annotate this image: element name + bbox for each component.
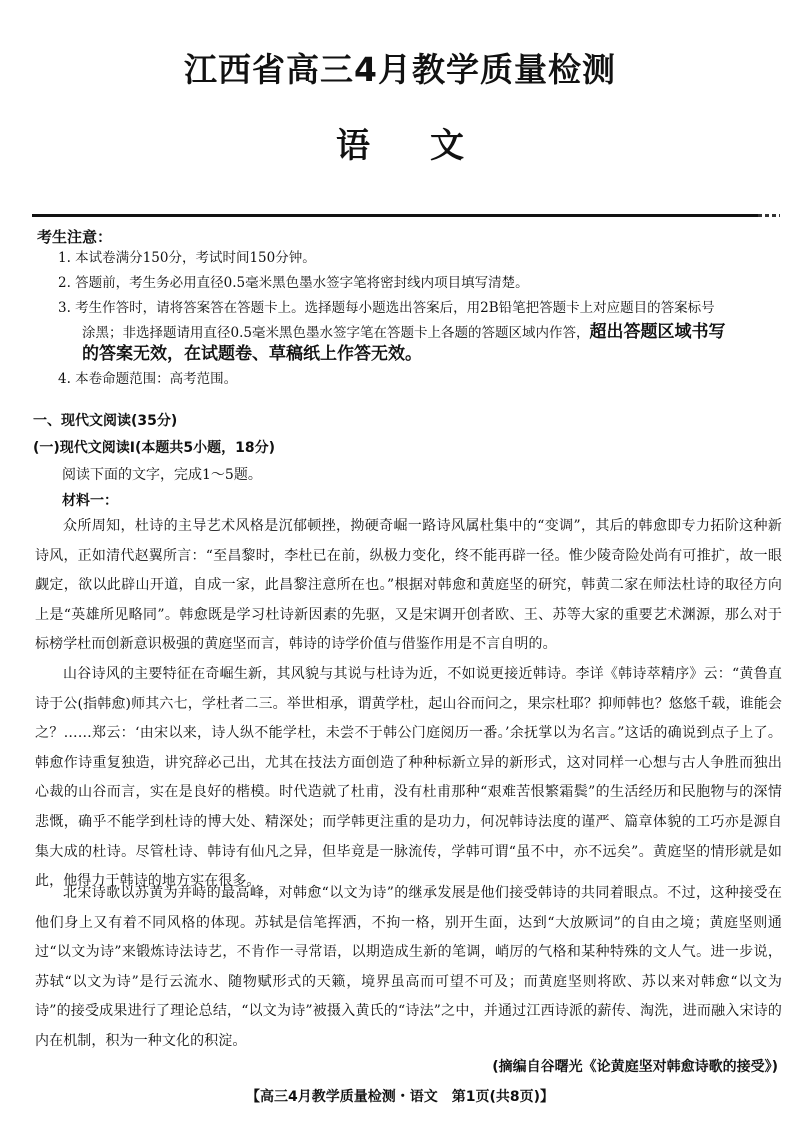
notice-item-3-end — [82, 342, 800, 367]
notice-item-3: 3. 考生作答时，请将答案答在答题卡上。选择题每小题选出答案后，用2B铅笔把答题卡上对应题目的答案标号 — [58, 300, 715, 316]
passage-paragraph-3: 北宋诗歌以苏黄为并峙的最高峰，对韩愈“以文为诗”的继承发展是他们接受韩诗的共同着眼点。不过，这种接受在他们身上又有着不同风格的体现。苏轼是信笔挥洒，不拘一格，别开生面，达到“大放厥词”的自由之境；黄庭坚则通过“以文为诗”来锻炼诗法诗艺，不肯作一寻常语，以期造成生新的笔调，峭厉的气格和某种特殊的文人气。进一步说，苏轼“以文为诗”是行云流水、随物赋形式的天籁，境界虽高而可望不可及；而黄庭坚则将欧、苏以来对韩愈“以文为诗”的接受成果进行了理论总结，“以文为诗”被摄入黄氏的“诗法”之中，并通过江西诗派的薪传、淘洗，进而融入宋诗的内在机制，积为一种文化的积淀。 — [35, 885, 782, 1049]
notice-item-3-emphasis-end: 的答案无效，在试题卷、草稿纸上作答无效。 — [82, 344, 422, 364]
subsection-heading: (一)现代文阅读Ⅰ(本题共5小题，18分) — [33, 440, 276, 456]
exam-title: 江西省高三4月教学质量检测 — [184, 50, 616, 89]
passage-source: (摘编自谷曙光《论黄庭坚对韩愈诗歌的接受》) — [492, 1059, 778, 1075]
notice-item-3-text: 涂黑；非选择题请用直径0.5毫米黑色墨水签字笔在答题卡上各题的答题区域内作答， — [82, 325, 590, 341]
page-footer: 【高三4月教学质量检测・语文 第1页(共8页)】 — [245, 1089, 555, 1105]
subject-title: 语文 — [336, 126, 524, 166]
notice-item-2: 2. 答题前，考生务必用直径0.5毫米黑色墨水签字笔将密封线内项目填写清楚。 — [58, 275, 529, 291]
header-divider-tail — [758, 214, 780, 217]
notice-item-4: 4. 本卷命题范围：高考范围。 — [58, 371, 238, 387]
passage-paragraph-2: 山谷诗风的主要特征在奇崛生新，其风貌与其说与杜诗为近，不如说更接近韩诗。李详《韩诗萃精序》云：“黄鲁直诗于公(指韩愈)师其六七，学杜者二三。举世相承，谓黄学杜，起山谷而问之，果宗杜耶？抑师韩也？悠悠千载，谁能会之？……郑云：‘由宋以来，诗人纵不能学杜，未尝不于韩公门庭阅历一番。’余抚掌以为名言。”这话的确说到点子上了。韩愈作诗重复独造，讲究辞必己出，尤其在技法方面创造了种种标新立异的新形式，这对同样一心想与古人争胜而独出心裁的山谷而言，实在是良好的楷模。时代造就了杜甫，没有杜甫那种“艰难苦恨繁霜鬓”的生活经历和民胞物与的深情悲慨，确乎不能学到杜诗的博大处、精深处；而学韩更注重的是功力，何况韩诗法度的谨严、篇章体貌的工巧亦是源自集大成的杜诗。尽管杜诗、韩诗有仙凡之异，但毕竟是一脉流传，学韩可谓“虽不中，亦不远矣”。黄庭坚的情形就是如此，他得力于韩诗的地方实在很多。 — [35, 666, 782, 890]
header-divider — [32, 214, 758, 217]
material-label: 材料一： — [62, 493, 118, 509]
notice-title: 考生注意： — [37, 228, 113, 246]
notice-item-3-emphasis: 超出答题区域书写 — [589, 322, 726, 342]
reading-instruction: 阅读下面的文字，完成1～5题。 — [62, 467, 262, 483]
section-heading: 一、现代文阅读(35分) — [33, 413, 178, 429]
passage-paragraph-1: 众所周知，杜诗的主导艺术风格是沉郁顿挫，拗硬奇崛一路诗风属杜集中的“变调”，其后的韩愈即专力拓阶这种新诗风，正如清代赵翼所言：“至昌黎时，李杜已在前，纵极力变化，终不能再辟一径。惟少陵奇险处尚有可推扩，故一眼觑定，欲以此辟山开道，自成一家，此昌黎注意所在也。”根据对韩愈和黄庭坚的研究，韩黄二家在师法杜诗的取径方向上是“英雄所见略同”。韩愈既是学习杜诗新因素的先驱，又是宋调开创者欧、王、苏等大家的重要艺术渊源，那么对于标榜学杜而创新意识极强的黄庭坚而言，韩诗的诗学价值与借鉴作用是不言自明的。 — [35, 518, 782, 653]
notice-item-1: 1. 本试卷满分150分，考试时间150分钟。 — [58, 250, 316, 266]
